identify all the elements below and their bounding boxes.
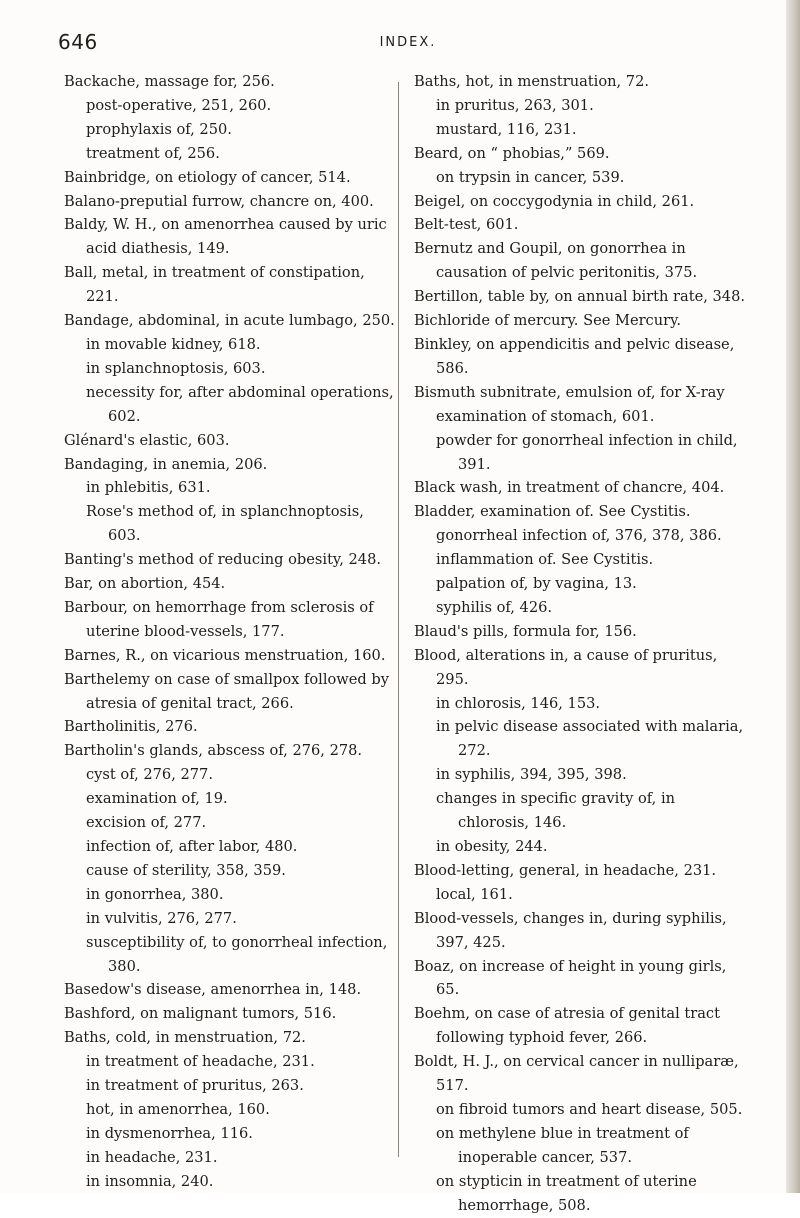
- index-entry: Bertillon, table by, on annual birth rate, 348.: [414, 288, 746, 306]
- index-entry: Blood, alterations in, a cause of pruritus, 295.: [414, 646, 718, 688]
- index-subentry: on fibroid tumors and heart disease, 505.: [436, 1100, 743, 1118]
- index-subentry: on stypticin in treatment of uterine hemorrhage, 508.: [436, 1172, 697, 1214]
- index-entry: Balano-preputial furrow, chancre on, 400.: [64, 192, 374, 210]
- index-subentry: necessity for, after abdominal operations, 602.: [86, 383, 394, 425]
- index-subentry: Rose's method of, in splanchnoptosis, 603.: [86, 503, 364, 545]
- index-subentry: in obesity, 244.: [436, 838, 548, 855]
- index-entry: Blood-vessels, changes in, during syphilis, 397, 425.: [414, 909, 727, 951]
- index-entry: Bashford, on malignant tumors, 516.: [64, 1005, 337, 1023]
- index-subentry: in treatment of pruritus, 263.: [86, 1077, 304, 1095]
- index-subentry: gonorrheal infection of, 376, 378, 386.: [436, 527, 722, 545]
- index-entry: Boldt, H. J., on cervical cancer in nulliparæ, 517.: [414, 1053, 739, 1095]
- index-entry: Glénard's elastic, 603.: [64, 431, 230, 449]
- index-subentry: powder for gonorrheal infection in child, 391.: [436, 431, 738, 473]
- index-subentry: hot, in amenorrhea, 160.: [86, 1100, 270, 1118]
- index-entry: Ball, metal, in treatment of constipation, 221.: [64, 264, 365, 306]
- index-entry: Bichloride of mercury. See Mercury.: [414, 312, 682, 330]
- index-entry: Bismuth subnitrate, emulsion of, for X-ray examination of stomach, 601.: [414, 383, 725, 425]
- index-entry: Beigel, on coccygodynia in child, 261.: [414, 192, 695, 210]
- page-header: [58, 30, 758, 56]
- index-subentry: local, 161.: [436, 885, 513, 903]
- index-subentry: in pruritus, 263, 301.: [436, 96, 594, 114]
- index-entry: Bernutz and Goupil, on gonorrhea in causation of pelvic peritonitis, 375.: [414, 240, 698, 282]
- index-entry: Boaz, on increase of height in young girls, 65.: [414, 957, 727, 999]
- index-entry: Bandaging, in anemia, 206.: [64, 455, 268, 473]
- index-entry: Barnes, R., on vicarious menstruation, 160.: [64, 646, 386, 664]
- index-entry: Bar, on abortion, 454.: [64, 575, 226, 593]
- index-entry: Bladder, examination of. See Cystitis.: [414, 503, 691, 521]
- index-subentry: in phlebitis, 631.: [86, 479, 211, 497]
- index-entry: Barbour, on hemorrhage from sclerosis of uterine blood-vessels, 177.: [64, 598, 374, 640]
- index-entry: Bartholinitis, 276.: [64, 718, 198, 736]
- index-subentry: on trypsin in cancer, 539.: [436, 168, 625, 186]
- index-entry: Basedow's disease, amenorrhea in, 148.: [64, 981, 362, 999]
- index-subentry: in treatment of headache, 231.: [86, 1053, 315, 1071]
- index-subentry: post-operative, 251, 260.: [86, 96, 272, 114]
- running-head: INDEX.: [379, 35, 437, 50]
- index-subentry: palpation of, by vagina, 13.: [436, 575, 637, 593]
- index-subentry: in pelvic disease associated with malaria, 272.: [436, 718, 744, 760]
- index-entry: Belt-test, 601.: [414, 216, 519, 234]
- index-entry: Barthelemy on case of smallpox followed by atresia of genital tract, 266.: [64, 670, 389, 712]
- page-edge-shadow: [786, 0, 800, 1193]
- index-subentry: in splanchnoptosis, 603.: [86, 359, 266, 377]
- index-entry: Backache, massage for, 256.: [64, 73, 275, 90]
- index-subentry: examination of, 19.: [86, 790, 228, 808]
- index-entry: Beard, on “ phobias,” 569.: [414, 144, 610, 162]
- index-entry: Boehm, on case of atresia of genital tract following typhoid fever, 266.: [414, 1005, 720, 1047]
- index-entry: Banting's method of reducing obesity, 248.: [64, 551, 382, 569]
- index-entry: Binkley, on appendicitis and pelvic disease, 586.: [414, 335, 735, 377]
- index-subentry: excision of, 277.: [86, 814, 207, 832]
- index-column-left: [64, 70, 399, 1194]
- index-subentry: in insomnia, 240.: [86, 1172, 214, 1190]
- index-subentry: in syphilis, 394, 395, 398.: [436, 766, 627, 784]
- index-entry: Blood-letting, general, in headache, 231.: [414, 861, 717, 879]
- page-number: 646: [58, 30, 98, 54]
- index-subentry: inflammation of. See Cystitis.: [436, 551, 654, 569]
- index-subentry: infection of, after labor, 480.: [86, 838, 298, 855]
- index-entry: Baldy, W. H., on amenorrhea caused by uric acid diathesis, 149.: [64, 216, 387, 258]
- index-subentry: on methylene blue in treatment of inoperable cancer, 537.: [436, 1124, 689, 1166]
- index-subentry: in movable kidney, 618.: [86, 335, 261, 353]
- index-subentry: syphilis of, 426.: [436, 598, 553, 616]
- index-subentry: in vulvitis, 276, 277.: [86, 909, 237, 927]
- index-subentry: prophylaxis of, 250.: [86, 120, 232, 138]
- column-divider: [398, 82, 399, 1157]
- index-subentry: in dysmenorrhea, 116.: [86, 1124, 253, 1142]
- index-entry: Blaud's pills, formula for, 156.: [414, 622, 637, 640]
- index-entry: Baths, hot, in menstruation, 72.: [414, 73, 649, 90]
- index-subentry: treatment of, 256.: [86, 144, 220, 162]
- index-entry: Bandage, abdominal, in acute lumbago, 250.: [64, 312, 395, 330]
- index-subentry: susceptibility of, to gonorrheal infection, 380.: [86, 933, 388, 975]
- index-subentry: in gonorrhea, 380.: [86, 885, 224, 903]
- index-subentry: changes in specific gravity of, in chlorosis, 146.: [436, 790, 676, 832]
- index-entry: Bartholin's glands, abscess of, 276, 278.: [64, 742, 363, 760]
- index-subentry: cyst of, 276, 277.: [86, 766, 213, 784]
- index-subentry: mustard, 116, 231.: [436, 120, 577, 138]
- index-entry: Baths, cold, in menstruation, 72.: [64, 1029, 306, 1047]
- index-subentry: in headache, 231.: [86, 1148, 218, 1166]
- index-subentry: cause of sterility, 358, 359.: [86, 861, 286, 879]
- index-subentry: in chlorosis, 146, 153.: [436, 694, 601, 712]
- index-column-right: [414, 70, 749, 1218]
- index-entry: Black wash, in treatment of chancre, 404.: [414, 479, 725, 497]
- index-entry: Bainbridge, on etiology of cancer, 514.: [64, 168, 351, 186]
